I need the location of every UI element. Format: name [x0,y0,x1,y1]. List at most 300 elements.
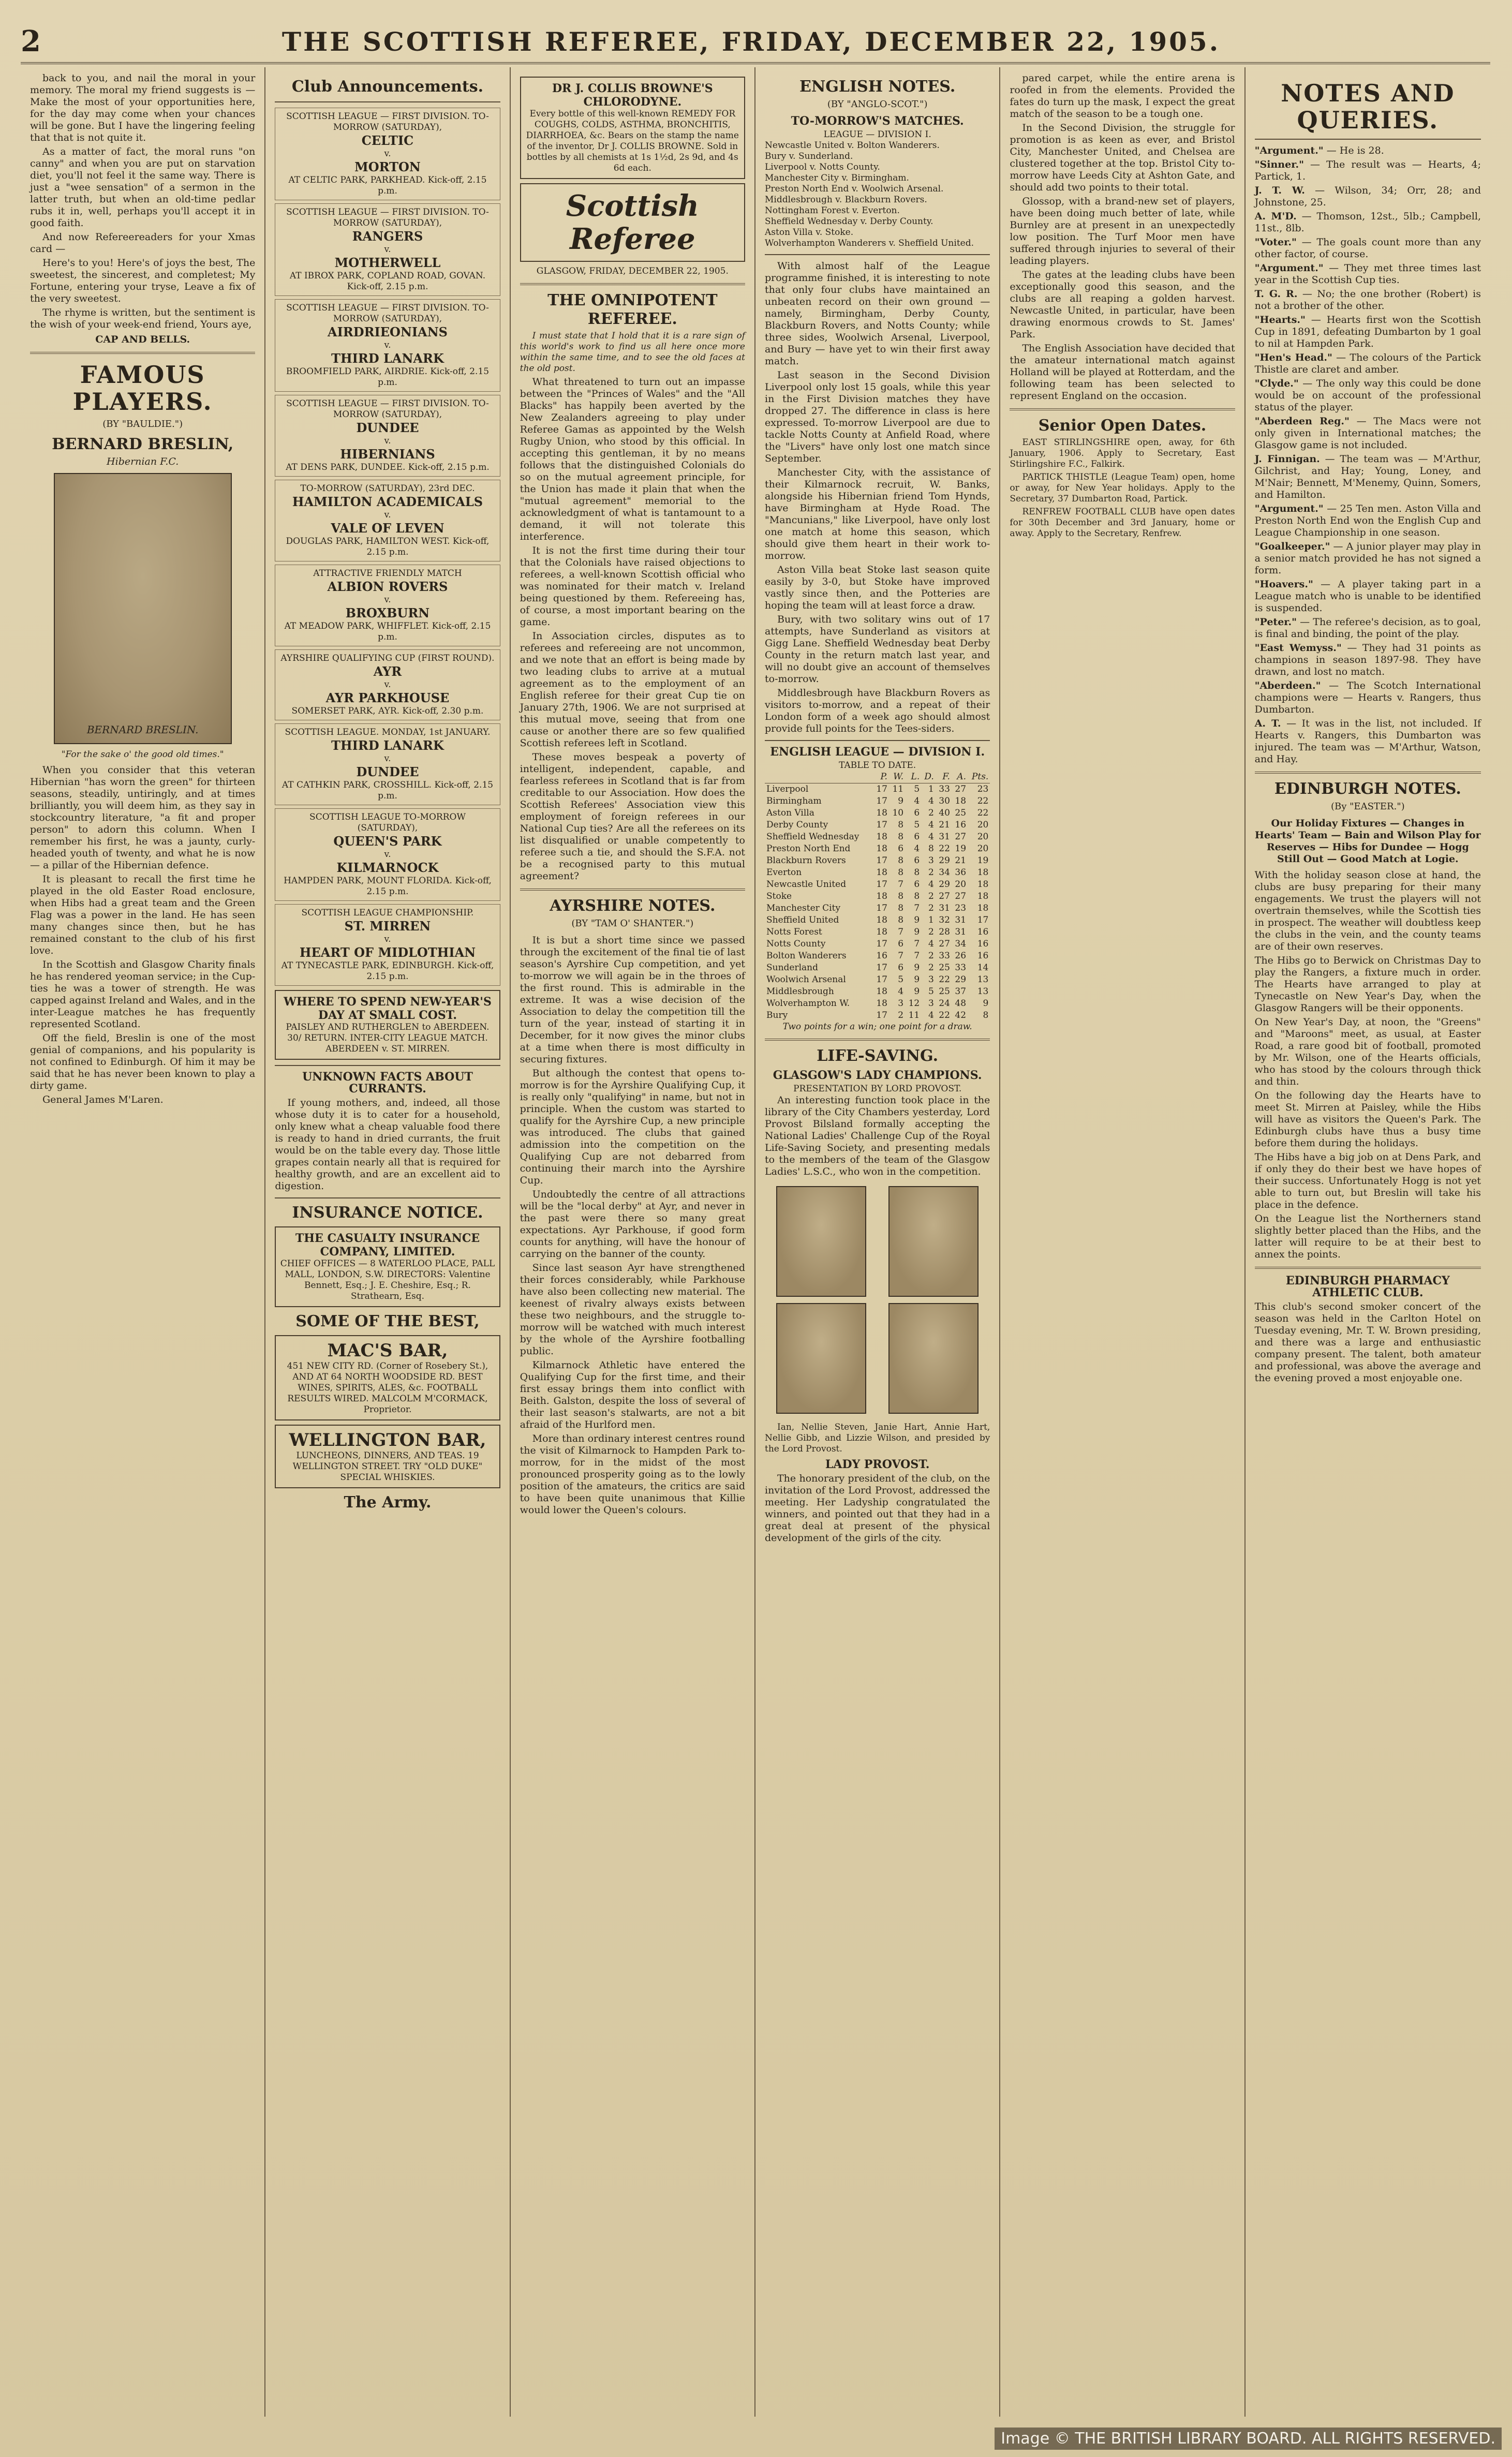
chlorodyne-heading: DR J. COLLIS BROWNE'S CHLORODYNE. [552,82,713,109]
versus-label: v. [384,244,391,255]
table-row [765,998,990,1010]
fixture-list [765,140,990,249]
table-cell: 8 [983,1010,989,1020]
pharmacy-heading: EDINBURGH PHARMACY ATHLETIC CLUB. [1285,1274,1450,1299]
table-cell: 13 [977,986,989,997]
league-table [765,771,990,1022]
table-row [765,926,990,938]
byline: (BY "BAULDIE.") [102,419,183,430]
table-cell: 42 [955,1010,967,1020]
table-cell: 29 [955,974,967,985]
announcement-league: SCOTTISH LEAGUE — FIRST DIVISION. TO-MORROW (SATURDAY), [286,207,489,228]
table-cell: 31 [955,927,967,937]
table-row [765,950,990,962]
article-paragraph: The Hibs go to Berwick on Christmas Day to play the Rangers, a fixture much in order. The Hearts have arranged to play at Tynecastle on New Year's Day, when the Glasgow Rangers will be their opponents. [1254,955,1481,1014]
table-cell: Blackburn Rovers [766,855,846,866]
announcement-venue: AT DENS PARK, DUNDEE. Kick-off, 2.15 p.m. [286,462,490,472]
article-paragraph: It is not the first time during their tour that the Colonials have raised objections to referees, a well-known Scottish official who was nominated for their match v. Ireland being questioned by them. Refereeing has, of course, a most important bearing on the game. [520,545,745,628]
column-6 [1246,67,1490,2417]
table-cell: Notts Forest [766,927,822,937]
table-cell: 17 [876,784,887,794]
table-cell: 22 [977,796,989,806]
match-announcement [275,904,500,986]
announcement-venue: BROOMFIELD PARK, AIRDRIE. Kick-off, 2.15 p.m. [286,366,490,388]
table-cell: Sheffield United [766,915,839,925]
table-cell: 17 [876,879,887,890]
versus-label: v. [384,436,391,446]
versus-label: v. [384,595,391,605]
paper-masthead [520,183,745,262]
table-column-header: D. [921,771,936,783]
query-answer: They had 31 points as champions in season 1897-98. They have drawn, and lost no match. [1254,642,1481,677]
away-team: THIRD LANARK [331,351,444,366]
photos-caption: Ian, Nellie Steven, Janie Hart, Annie Hart, Nellie Gibb, and Lizzie Wilson, and presided by the Lord Provost. [765,1422,990,1454]
table-cell: 32 [939,915,950,925]
table-cell: 18 [977,903,989,913]
column-4 [755,67,1000,2417]
chlorodyne-ad [520,77,745,179]
table-cell: Bury [766,1010,788,1020]
table-cell: 14 [977,963,989,973]
versus-label: v. [384,149,391,159]
query-name: "Sinner." [1254,159,1304,170]
table-cell: 18 [876,808,887,818]
table-cell: 7 [898,951,904,961]
article-paragraph: General James M'Laren. [42,1094,164,1105]
lady-provost-body: The honorary president of the club, on the invitation of the Lord Provost, addressed the meeting. Her Ladyship congratulated the winners, and pointed out that they had in a great deal at present of the physical development of the girls of the city. [765,1473,990,1544]
query-entry: A. M'D. — Thomson, 12st., 5lb.; Campbell, 11st., 8lb. [1254,211,1481,234]
fixture-item: Middlesbrough v. Blackburn Rovers. [765,195,927,205]
announcement-venue: AT CELTIC PARK, PARKHEAD. Kick-off, 2.15 p.m. [288,175,487,196]
table-cell: 3 [928,998,934,1009]
article-paragraph: Undoubtedly the centre of all attractions will be the "local derby" at Ayr, and never in the past were there so many great expectations. Ayr Parkhouse, if good form counts for anything, will have the honour of carrying on the banner of the county. [520,1189,745,1260]
fixture-item: Aston Villa v. Stoke. [765,227,854,238]
query-name: "Argument." [1254,262,1324,274]
english-continued [1010,72,1235,402]
announcement-league: SCOTTISH LEAGUE — FIRST DIVISION. TO-MORROW (SATURDAY), [286,111,489,132]
table-row [765,867,990,879]
query-answer: The referee's decision, as to goal, is final and binding, the point of the play. [1254,616,1481,640]
query-entry: "Clyde." — The only way this could be done would be on account of the professional status of the player. [1254,378,1481,413]
columns [21,67,1490,2417]
table-row [765,914,990,926]
match-announcement [275,649,500,720]
article-paragraph: The Hibs have a big job on at Dens Park, and if only they do their best we have hopes of their success. Unfortunately Hogg is not yet able to turn out, but Breslin will take his place in the defence. [1254,1151,1481,1210]
announcement-venue: HAMPDEN PARK, MOUNT FLORIDA. Kick-off, 2.15 p.m. [284,876,492,897]
table-cell: 18 [977,867,989,878]
senior-open-dates-heading: Senior Open Dates. [1038,417,1207,435]
photo-portrait [776,1186,866,1297]
table-column-header: L. [905,771,921,783]
query-answer: They met three times last year in the Scottish Cup ties. [1254,262,1481,286]
table-cell: 1 [928,915,934,925]
table-cell: 8 [928,843,934,854]
table-cell: 9 [914,963,920,973]
query-name: "Hoavers." [1254,579,1313,590]
best-heading: SOME OF THE BEST, [295,1312,480,1330]
article-paragraph: The gates at the leading clubs have been exceptionally good this season, and the clubs are all reaping a golden harvest. Newcastle United, in particular, have been drawing enormous crowds to St. James' Park. [1010,269,1235,340]
announcement-league: ATTRACTIVE FRIENDLY MATCH [313,568,462,579]
omnipotent-body [520,376,745,882]
table-cell: 19 [955,843,967,854]
table-cell: 27 [955,784,967,794]
query-answer: The team was — M'Arthur, Gilchrist, and Hay; Young, Loney, and M'Nair; Bennett, M'Menemy, Quinn, Somers, and Hamilton. [1254,453,1481,500]
table-cell: 6 [914,808,920,818]
table-cell: 17 [876,796,887,806]
match-announcement [275,203,500,296]
photo-portrait [776,1303,866,1414]
league-table-header [765,771,990,783]
query-entry: "Goalkeeper." — A junior player may play in a senior match provided he has not signed a form. [1254,541,1481,576]
table-row [765,807,990,819]
table-cell: 8 [914,867,920,878]
query-answer: The result was — Hearts, 4; Partick, 1. [1254,159,1481,182]
away-team: KILMARNOCK [336,860,439,875]
table-cell: 9 [914,927,920,937]
open-date-entry: EAST STIRLINGSHIRE open, away, for 6th January, 1906. Apply to Secretary, East Stirlingshire F.C., Falkirk. [1010,437,1235,469]
table-cell: 5 [898,974,904,985]
table-cell: 33 [939,784,950,794]
table-row [765,902,990,914]
table-cell: 18 [876,986,887,997]
table-cell: 3 [928,974,934,985]
article-paragraph: But although the contest that opens to-morrow is for the Ayrshire Qualifying Cup, it is really only "qualifying" in name, but not in principle. When the custom was started to qualify for the Ayrshire Cup, a new principle was introduced. The clubs that gained admission into the competition on the Qualifying Cup are not debarred from continuing their march into the Ayrshire Cup. [520,1068,745,1186]
table-cell: 2 [928,891,934,901]
table-cell: 18 [876,891,887,901]
masthead-title: THE SCOTTISH REFEREE, FRIDAY, DECEMBER 22, 1905. [281,26,1221,57]
edinburgh-body [1255,869,1481,1261]
table-column-header: Pts. [968,771,990,783]
table-cell: 37 [955,986,967,997]
table-cell: 22 [939,1010,950,1020]
macs-bar-ad [275,1335,500,1420]
table-cell: 16 [977,939,989,949]
table-cell: 20 [977,843,989,854]
table-cell: 13 [977,974,989,985]
notes-queries-heading: NOTES AND QUERIES. [1281,79,1455,134]
article-paragraph: It is but a short time since we passed through the excitement of the final tie of last season's Ayrshire Cup competition, and yet to-morrow we will again be in the throes of the first round. This is admirable in the extreme. It was a wise decision of the Association to delay the competition till the turn of the year, instead of starting it in December, for it now gives the minor clubs at a time when there is most difficulty in securing fixtures. [520,935,745,1065]
table-cell: 25 [955,808,967,818]
lady-champions-photos [765,1183,990,1417]
table-cell: 18 [876,843,887,854]
home-team: ST. MIRREN [344,919,431,934]
table-cell: 8 [898,855,904,866]
article-paragraph: On New Year's Day, at noon, the "Greens" and "Maroons" meet, as usual, at Easter Road, a rare good bit of football, promoted by Mr. Wilson, one of the Hearts officials, who has stood by the colours through thick and thin. [1254,1016,1481,1087]
column-2 [265,67,510,2417]
query-entry: T. G. R. — No; the one brother (Robert) is not a brother of the other. [1254,288,1481,312]
query-entry: "Hoavers." — A player taking part in a League match who is unable to be identified is suspended. [1254,579,1481,614]
query-entry: "Hen's Head." — The colours of the Partick Thistle are claret and amber. [1254,352,1481,375]
table-cell: 6 [898,963,904,973]
intro-paragraph: Here's to you! Here's of joys the best, The sweetest, the sincerest, and completest; My Fortune, entering your tryse, Leave a fix of the very sweetest. [30,257,256,304]
table-cell: 4 [928,879,934,890]
table-cell: Bolton Wanderers [766,951,847,961]
table-cell: 18 [876,998,887,1009]
match-announcement [275,565,500,646]
table-cell: 27 [955,832,967,842]
away-team: HIBERNIANS [340,447,435,462]
query-entry: "Hearts." — Hearts first won the Scottish Cup in 1891, defeating Dumbarton by 1 goal to nil at Hampden Park. [1254,314,1481,349]
intro-text [30,72,255,331]
life-saving-heading: LIFE-SAVING. [817,1047,939,1065]
league-table-subheading: TABLE TO DATE. [839,760,916,771]
home-team: HAMILTON ACADEMICALS [292,494,483,509]
open-date-entry: PARTICK THISTLE (League Team) open, home or away, for New Year holidays. Apply to the Secretary, 37 Dumbarton Road, Partick. [1010,472,1235,504]
announcement-league: AYRSHIRE QUALIFYING CUP (FIRST ROUND). [280,653,495,663]
announcement-venue: AT IBROX PARK, COPLAND ROAD, GOVAN. Kick-off, 2.15 p.m. [289,271,486,292]
column-3 [511,67,755,2417]
match-announcement [275,480,500,561]
table-row [765,891,990,902]
intro-paragraph: As a matter of fact, the moral runs "on canny" and when you are put on starvation diet, you'll not feel it the same way. There is just a "wee sensation" of a sermon in the latter truth, but when an old-time pedlar rubs it in, well, perhaps you'll accept it in good faith. [30,146,256,229]
article-paragraph: In the Second Division, the struggle for promotion is as keen as ever, and Bristol City, Manchester United, and Chelsea are clustered together at the top. Bristol City to-morrow have Leeds City at Ashton Gate, and should add two points to their total. [1010,122,1235,193]
table-cell: 9 [898,796,904,806]
table-cell: 21 [955,855,967,866]
table-cell: 17 [876,974,887,985]
table-cell: 10 [892,808,904,818]
article-paragraph: More than ordinary interest centres round the visit of Kilmarnock to Hampden Park to-morrow, for in the midst of the most pronounced prosperity going as to the lowly position of the amateurs, the critics are said to have been quite unanimous that Killie would lower the Queen's colours. [520,1433,745,1516]
omnipotent-intro: I must state that I hold that it is a rare sign of this world's work to find us all here once more within the same time, and to see the old faces at the old post. [520,331,745,374]
table-cell: Derby County [766,820,828,830]
table-row [765,819,990,831]
article-paragraph: Aston Villa beat Stoke last season quite easily by 3-0, but Stoke have improved vastly since then, and the Potteries are hoping the team will at least force a draw. [765,564,990,611]
table-cell: 18 [876,832,887,842]
query-entry: "Argument." — They met three times last year in the Scottish Cup ties. [1254,262,1481,286]
insurance-body: CHIEF OFFICES — 8 WATERLOO PLACE, PALL MALL, LONDON, S.W. DIRECTORS: Valentine Bennett, Esq.; J. E. Cheshire, Esq.; R. Strathearn, Esq. [280,1259,495,1301]
table-cell: 5 [914,820,920,830]
match-announcement [275,299,500,392]
intro-paragraph: back to you, and nail the moral in your memory. The moral my friend suggests is — Make the most of your opportunities here, for the day may come when your chances will be gone. But I have the lingering feeling that that is not quite it. [30,72,256,143]
table-cell: 7 [898,927,904,937]
table-cell: Sunderland [766,963,819,973]
table-cell: 17 [876,963,887,973]
versus-label: v. [384,679,391,690]
army-heading: The Army. [344,1493,432,1512]
query-answer: A junior player may play in a senior match provided he has not signed a form. [1254,541,1481,576]
query-name: "Goalkeeper." [1254,541,1330,552]
table-cell: 22 [939,974,950,985]
newyear-heading: WHERE TO SPEND NEW-YEAR'S DAY AT SMALL COST. [284,995,492,1022]
insurance-heading: INSURANCE NOTICE. [292,1204,483,1222]
home-team: THIRD LANARK [331,738,444,753]
announcement-league: SCOTTISH LEAGUE — FIRST DIVISION. TO-MORROW (SATURDAY), [286,303,489,324]
query-answer: 25 Ten men. Aston Villa and Preston North End won the English Cup and League Championship in one season. [1254,503,1481,538]
article-paragraph: pared carpet, while the entire arena is roofed in from the elements. Provided the fates do turn up the mask, I expect the great match of the season to be a tough one. [1010,72,1235,120]
league-table-heading: ENGLISH LEAGUE — DIVISION I. [770,745,985,759]
table-cell: Newcastle United [766,879,847,890]
omnipotent-referee-heading: THE OMNIPOTENT REFEREE. [547,291,718,328]
table-cell: 11 [908,1010,920,1020]
life-saving-sub: GLASGOW'S LADY CHAMPIONS. [773,1069,982,1082]
table-cell: 5 [914,784,920,794]
article-paragraph: Since last season Ayr have strengthened their forces considerably, while Parkhouse have also been collecting new material. The keenest of rivalry always exists between these two neighbours, and the struggle to-morrow will be watched with much interest by the whole of the Ayrshire footballing public. [520,1262,745,1357]
home-team: ALBION ROVERS [327,579,448,594]
table-column-header: P. [873,771,889,783]
query-name: "Voter." [1254,236,1297,248]
away-team: MOTHERWELL [334,255,441,270]
table-cell: 28 [939,927,950,937]
home-team: RANGERS [352,229,423,244]
edinburgh-byline: (By "EASTER.") [1331,801,1405,812]
paper-title: Scottish Referee [566,189,699,256]
famous-players-heading: FAMOUS PLAYERS. [72,361,213,416]
table-row [765,938,990,950]
table-cell: 18 [977,891,989,901]
away-team: DUNDEE [356,764,419,779]
article-paragraph: Middlesbrough have Blackburn Rovers as visitors to-morrow, and a repeat of their London form of a week ago should almost provide full points for the Tees-siders. [765,687,990,734]
table-cell: 6 [914,832,920,842]
away-team: VALE OF LEVEN [331,521,444,536]
query-name: "Aberdeen." [1254,680,1321,691]
query-answer: A player taking part in a League match who is unable to be identified is suspended. [1254,579,1481,614]
query-entry: "Aberdeen Reg." — The Macs were not only given in International matches; the Glasgow game is not included. [1254,416,1481,451]
match-announcement [275,108,500,200]
article-paragraph: On the League list the Northerners stand slightly better placed than the Hibs, and the latter will require to be at their best to annex the points. [1254,1213,1481,1260]
match-announcement [275,395,500,477]
announcement-league: TO-MORROW (SATURDAY), 23rd DEC. [300,483,475,494]
fixture-item: Sheffield Wednesday v. Derby County. [765,216,933,227]
table-cell: 2 [928,951,934,961]
table-cell: 23 [977,784,989,794]
table-cell: 31 [939,832,950,842]
query-answer: He is 28. [1339,145,1384,156]
table-cell: 27 [939,939,950,949]
player-name: BERNARD BRESLIN, [52,435,234,453]
league-table-body [765,783,990,1022]
table-cell: 4 [928,796,934,806]
query-answer: The goals count more than any other factor, of course. [1254,236,1481,260]
table-row [765,795,990,807]
announcement-league: SCOTTISH LEAGUE CHAMPIONSHIP. [301,908,474,918]
table-cell: 2 [928,963,934,973]
announcement-league: SCOTTISH LEAGUE. MONDAY, 1st JANUARY. [285,727,491,737]
query-entry: A. T. — It was in the list, not included. If Hearts v. Rangers, this Dumbarton was injured. The team was — M'Arthur, Watson, and Hay. [1254,718,1481,765]
table-cell: 16 [977,951,989,961]
article-paragraph: With the holiday season close at hand, the clubs are busy preparing for their many engagements. We trust the players will not overtrain themselves, while the Scottish ties in prospect. The weather will doubtless keep the clubs in the vein, and the county teams are of their own reserves. [1254,869,1481,952]
table-cell: 17 [876,1010,887,1020]
english-notes-heading: ENGLISH NOTES. [799,78,956,96]
table-cell: 4 [928,939,934,949]
table-cell: 30 [939,796,950,806]
article-paragraph: Kilmarnock Athletic have entered the Qualifying Cup for the first time, and their first essay brings them into conflict with Beith. Galston, despite the loss of several of their last season's stalwarts, are not a bit afraid of the Hurlford men. [520,1359,745,1430]
table-cell: 8 [898,903,904,913]
article-paragraph: What threatened to turn out an impasse between the "Princes of Wales" and the "All Blacks" has happily been averted by the New Zealanders agreeing to play under Referee Gamas as appointed by the Welsh Rugby Union, who stood by this official. In accepting this gentleman, it by no means follows that the distinguished Colonials do so on the mutual agreement principle, for the Union has made it plain that when the "mutual agreement" memorial to the acknowledgment of what is tantamount to a demand, it will not tolerate this interference. [520,376,745,542]
portrait-subcaption: "For the sake o' the good old times." [61,749,224,760]
versus-label: v. [384,849,391,860]
table-cell: 34 [939,867,950,878]
table-cell: 22 [977,808,989,818]
table-cell: 8 [898,867,904,878]
away-team: AYR PARKHOUSE [325,690,450,705]
query-answer: It was in the list, not included. If Hearts v. Rangers, this Dumbarton was injured. The team was — M'Arthur, Watson, and Hay. [1254,718,1481,765]
table-column-header [765,771,873,783]
table-row [765,962,990,974]
table-column-header: W. [889,771,905,783]
table-cell: Manchester City [766,903,841,913]
table-cell: 8 [898,832,904,842]
table-cell: 5 [928,986,934,997]
article-paragraph: With almost half of the League programme finished, it is interesting to note that only four clubs have maintained an unbeaten record on their own ground — namely, Birmingham, Derby County, Blackburn Rovers, and Notts County; while three sides, Woolwich Arsenal, Liverpool, and Bury — have yet to win their first away match. [765,260,990,367]
article-paragraph: In the Scottish and Glasgow Charity finals he has rendered yeoman service; in the Cup-ties he was a tower of strength. He was capped against Ireland and Wales, and in the inter-League matches he has frequently represented Scotland. [30,959,256,1030]
table-cell: Sheffield Wednesday [766,832,859,842]
english-byline: (BY "ANGLO-SCOT.") [827,99,928,110]
table-cell: 4 [914,843,920,854]
intro-paragraph: And now Refereereaders for your Xmas card — [30,231,256,255]
home-team: AYR [373,664,402,679]
query-name: A. M'D. [1254,211,1297,222]
announcement-venue: SOMERSET PARK, AYR. Kick-off, 2.30 p.m. [291,706,484,716]
table-cell: 2 [898,1010,904,1020]
announcement-list [275,108,500,986]
table-cell: 17 [876,820,887,830]
table-cell: Everton [766,867,802,878]
query-answer: The colours of the Partick Thistle are claret and amber. [1254,352,1481,375]
ayrshire-byline: (BY "TAM O' SHANTER.") [571,918,694,929]
fixtures-heading: TO-MORROW'S MATCHES. [791,114,964,128]
table-row [765,1010,990,1022]
table-cell: 7 [914,903,920,913]
versus-label: v. [384,753,391,764]
query-answer: Wilson, 34; Orr, 28; and Johnstone, 25. [1254,185,1481,208]
table-row [765,974,990,986]
table-column-header: A. [952,771,968,783]
query-name: "Argument." [1254,503,1324,514]
table-column-header: F. [936,771,952,783]
table-cell: 7 [898,879,904,890]
announcement-venue: AT CATHKIN PARK, CROSSHILL. Kick-off, 2.15 p.m. [281,780,494,801]
article-paragraph: Glossop, with a brand-new set of players, have been doing much better of late, while Burnley are at present in an unexpectedly low position. The Turf Moor men have suffered through injuries to several of their leading players. [1010,196,1235,267]
versus-label: v. [384,934,391,944]
table-row [765,879,990,891]
table-cell: 21 [939,820,950,830]
table-cell: Liverpool [766,784,809,794]
insurance-ad [275,1226,500,1307]
table-cell: 8 [898,891,904,901]
table-cell: 8 [914,891,920,901]
fixture-item: Bury v. Sunderland. [765,151,853,161]
query-answer: Thomson, 12st., 5lb.; Campbell, 11st., 8lb. [1254,211,1481,234]
query-name: J. Finnigan. [1254,453,1320,465]
query-name: "Clyde." [1254,378,1299,389]
table-cell: 9 [914,986,920,997]
table-cell: 18 [955,796,967,806]
life-saving-sub2: PRESENTATION BY LORD PROVOST. [793,1084,962,1094]
table-cell: 9 [983,998,989,1009]
table-cell: 7 [914,951,920,961]
query-name: "Hearts." [1254,314,1306,325]
wellington-bar-ad [275,1425,500,1488]
query-name: "Argument." [1254,145,1324,156]
edinburgh-lede: Our Holiday Fixtures — Changes in Hearts' Team — Bain and Wilson Play for Reserves — Hibs for Dundee — Hogg Still Out — Good Match at Logie. [1255,818,1481,865]
ayrshire-notes-heading: AYRSHIRE NOTES. [550,897,716,915]
fixture-item: Newcastle United v. Bolton Wanderers. [765,140,940,151]
life-saving-body: An interesting function took place in the library of the City Chambers yesterday, Lord Provost Bilsland formally accepting the National Ladies' Challenge Cup of the Royal Life-Saving Society, and presenting medals to the members of the team of the Glasgow Ladies' L.S.C., who won in the competition. [765,1094,990,1177]
table-cell: 24 [939,998,950,1009]
table-cell: 27 [939,891,950,901]
table-cell: 7 [914,939,920,949]
table-cell: 18 [876,927,887,937]
announcement-venue: AT TYNECASTLE PARK, EDINBURGH. Kick-off, 2.15 p.m. [281,960,494,982]
table-cell: 22 [939,843,950,854]
query-name: "Aberdeen Reg." [1254,416,1350,427]
query-answer: The Scotch International champions were — Hearts v. Rangers, thus Dumbarton. [1254,680,1481,715]
article-paragraph: Bury, with two solitary wins out of 17 attempts, have Sunderland as visitors at Gigg Lane. Sheffield Wednesday beat Derby County in the return match last year, and will no doubt give an account of themselves to-morrow. [765,614,990,685]
query-name: A. T. [1254,718,1281,729]
table-cell: 4 [928,820,934,830]
table-cell: 4 [928,1010,934,1020]
table-cell: Aston Villa [766,808,814,818]
wellington-bar-name: WELLINGTON BAR, [289,1430,486,1450]
